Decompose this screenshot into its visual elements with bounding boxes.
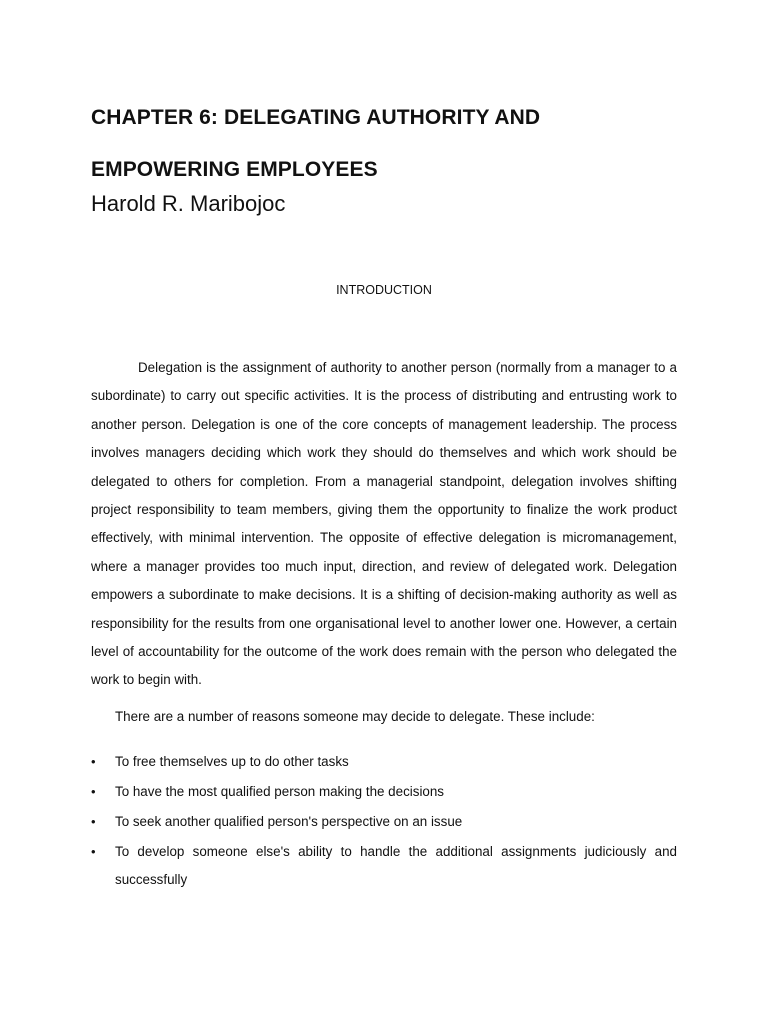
reasons-list — [91, 748, 677, 896]
bullet-icon: • — [91, 814, 96, 829]
list-intro: There are a number of reasons someone may decide to delegate. These include: — [115, 709, 595, 724]
list-item-text: To have the most qualified person making the decisions — [115, 784, 445, 799]
chapter-title: CHAPTER 6: DELEGATING AUTHORITY AND EMPOWERING EMPLOYEES — [91, 106, 541, 181]
bullet-icon: • — [91, 754, 96, 769]
bullet-icon: • — [91, 784, 96, 799]
bullet-icon: • — [91, 844, 96, 859]
author-name: Harold R. Maribojoc — [91, 191, 286, 216]
list-item-text: To free themselves up to do other tasks — [115, 754, 349, 769]
list-item-text: To develop someone else's ability to handle the additional assignments judiciously and successfully — [115, 844, 677, 887]
introduction-paragraph: Delegation is the assignment of authority to another person (normally from a manager to a subordinate) to carry out specific activities. It is the process of distributing and entrusting work to another person. Delegation is one of the core concepts of management leadership. The process involves managers deciding which work they should do themselves and which work should be delegated to others for completion. From a managerial standpoint, delegation involves shifting project responsibility to team members, giving them the opportunity to finalize the work product effectively, with minimal intervention. The opposite of effective delegation is micromanagement, where a manager provides too much input, direction, and review of delegated work. Delegation empowers a subordinate to make decisions. It is a shifting of decision-making authority as well as responsibility for the results from one organisational level to another lower one. However, a certain level of accountability for the outcome of the work does remain with the person who delegated the work to begin with. — [91, 360, 677, 688]
list-item-text: To seek another qualified person's perspective on an issue — [115, 814, 463, 829]
list-item — [91, 838, 677, 894]
list-item — [91, 778, 677, 806]
section-heading: INTRODUCTION — [336, 283, 432, 297]
list-item — [91, 808, 677, 836]
list-item — [91, 748, 677, 776]
